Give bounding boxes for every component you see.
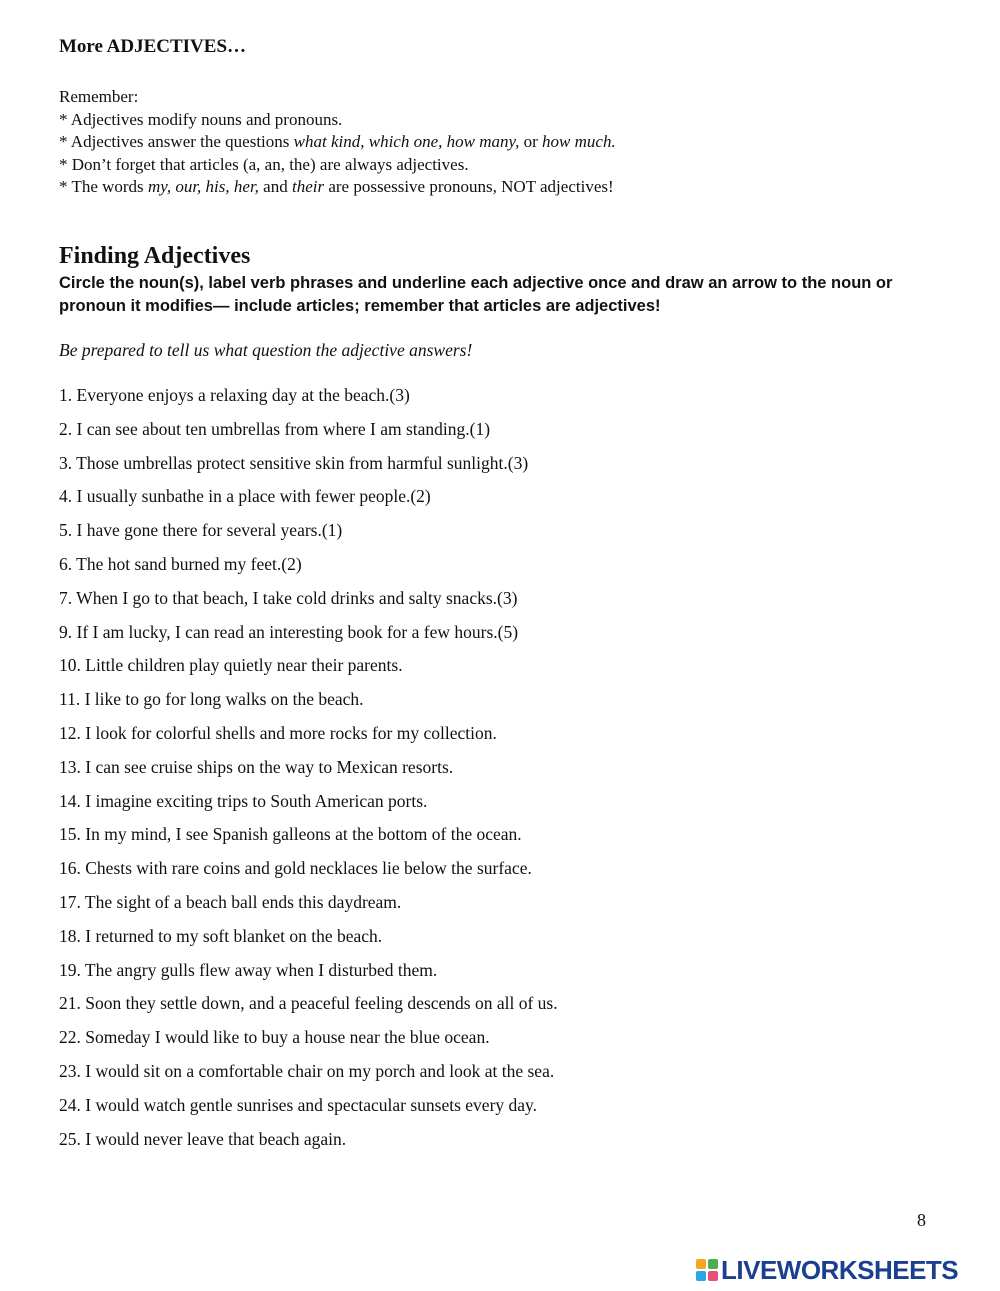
brand-text: LIVEWORKSHEETS [721, 1254, 959, 1285]
sentence-item: 14. I imagine exciting trips to South American ports. [59, 790, 428, 811]
sentence-item: 18. I returned to my soft blanket on the beach. [59, 925, 383, 946]
sentence-item: 4. I usually sunbathe in a place with fewer people.(2) [59, 486, 431, 507]
sentence-item: 13. I can see cruise ships on the way to Mexican resorts. [59, 756, 454, 777]
remember-block [59, 86, 616, 199]
remember-rule-3: * Don’t forget that articles (a, an, the) are always adjectives. [59, 154, 469, 174]
sentence-item: 11. I like to go for long walks on the beach. [59, 689, 364, 710]
remember-rule-2: * Adjectives answer the questions what kind, which one, how many, or how much. [59, 132, 616, 151]
instructions: Circle the noun(s), label verb phrases and underline each adjective once and draw an arrow to the noun or pronoun it modifies— include articles; remember that articles are adjectives! [59, 274, 893, 315]
sentence-item: 16. Chests with rare coins and gold necklaces lie below the surface. [59, 858, 532, 879]
sentence-item: 19. The angry gulls flew away when I disturbed them. [59, 959, 438, 980]
liveworksheets-mark-icon [696, 1259, 718, 1281]
sentence-item: 21. Soon they settle down, and a peaceful feeling descends on all of us. [59, 993, 558, 1014]
page-number: 8 [917, 1210, 926, 1230]
remember-rule-1: * Adjectives modify nouns and pronouns. [59, 109, 343, 129]
sentence-item: 1. Everyone enjoys a relaxing day at the beach.(3) [59, 385, 410, 405]
sentence-item: 3. Those umbrellas protect sensitive skin from harmful sunlight.(3) [59, 452, 529, 473]
sentence-item: 12. I look for colorful shells and more rocks for my collection. [59, 722, 497, 743]
remember-rule-4: * The words my, our, his, her, and their are possessive pronouns, NOT adjectives! [59, 177, 614, 196]
sentence-item: 5. I have gone there for several years.(1) [59, 520, 343, 541]
remember-heading: Remember: [59, 87, 139, 106]
page-title: More ADJECTIVES… [59, 36, 247, 57]
sentence-item: 22. Someday I would like to buy a house near the blue ocean. [59, 1027, 490, 1048]
sentence-item: 7. When I go to that beach, I take cold drinks and salty snacks.(3) [59, 587, 518, 608]
prepared-note: Be prepared to tell us what question the adjective answers! [59, 340, 473, 360]
liveworksheets-logo [696, 1255, 958, 1285]
sentence-item: 25. I would never leave that beach again. [59, 1128, 347, 1149]
sentence-item: 6. The hot sand burned my feet.(2) [59, 553, 302, 574]
sentence-item: 17. The sight of a beach ball ends this daydream. [59, 891, 402, 912]
sentence-item: 10. Little children play quietly near their parents. [59, 655, 403, 676]
sentence-item: 15. In my mind, I see Spanish galleons at the bottom of the ocean. [59, 824, 522, 845]
sentence-item: 24. I would watch gentle sunrises and spectacular sunsets every day. [59, 1094, 538, 1115]
sentence-item: 9. If I am lucky, I can read an interesting book for a few hours.(5) [59, 621, 519, 642]
sentence-list [59, 384, 558, 1161]
section-title: Finding Adjectives [59, 243, 251, 269]
sentence-item: 2. I can see about ten umbrellas from where I am standing.(1) [59, 418, 491, 439]
sentence-item: 23. I would sit on a comfortable chair on my porch and look at the sea. [59, 1060, 555, 1081]
